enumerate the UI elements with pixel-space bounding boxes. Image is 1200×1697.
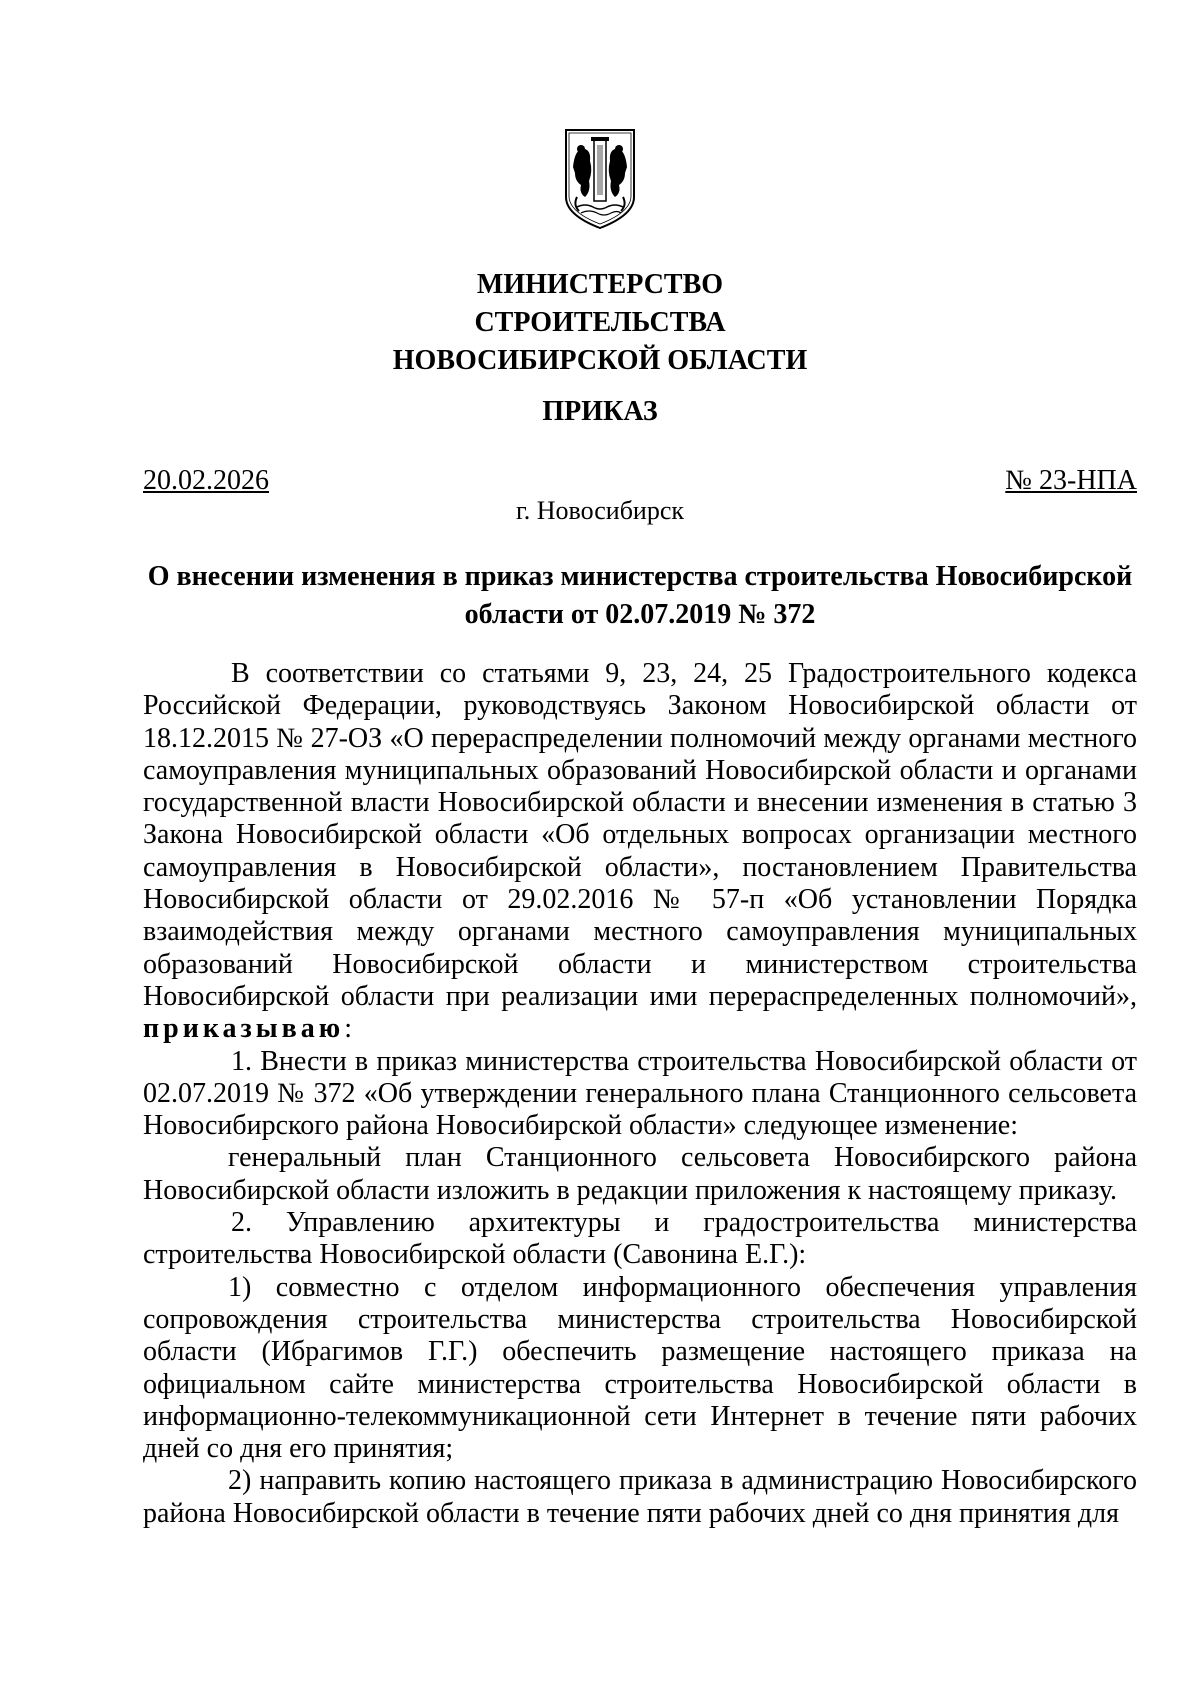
document-city: г. Новосибирск [515, 496, 685, 525]
paragraph-2-item-2: 2) направить копию настоящего приказа в администрацию Новосибирского района Новосибирской области в течение пяти рабочих дней со дня принятия для [143, 1465, 1137, 1529]
ministry-header-line1: МИНИСТЕРСТВО [476, 269, 724, 300]
ministry-header-line3: НОВОСИБИРСКОЙ ОБЛАСТИ [392, 345, 808, 376]
document-body [143, 658, 1137, 1530]
document-subject-line2: области от 02.07.2019 № 372 [464, 599, 816, 630]
document-subject-line1: О внесении изменения в приказ министерства строительства Новосибирской [147, 561, 1133, 592]
document-type-title: ПРИКАЗ [542, 396, 658, 427]
paragraph-1: 1. Внести в приказ министерства строительства Новосибирской области от 02.07.2019 № 372 «Об утверждении генерального плана Станционного сельсовета Новосибирского района Новосибирской области» следующее изменение: [143, 1045, 1137, 1142]
order-word: приказываю [143, 1013, 345, 1045]
ministry-header [0, 266, 1200, 380]
paragraph-2-item-1: 1) совместно с отделом информационного обеспечения управления сопровождения строительства министерства строительства Новосибирской области (Ибрагимов Г.Г.) обеспечить размещение настоящего приказа на официальном сайте министерства строительства Новосибирской области в информационно-телекоммуникационной сети Интернет в течение пяти рабочих дней со дня его принятия; [143, 1271, 1137, 1465]
document-number: № 23-НПА [1005, 465, 1137, 496]
paragraph-1-text: генеральный план Станционного сельсовета Новосибирского района Новосибирской области изложить в редакции приложения к настоящему приказу. [143, 1142, 1137, 1206]
document-date: 20.02.2026 [143, 465, 269, 496]
preamble-text: В соответствии со статьями 9, 23, 24, 25 Градостроительного кодекса Российской Федерации, руководствуясь Законом Новосибирской области от 18.12.2015 № 27-ОЗ «О перераспределении полномочий между органами местного самоуправления муниципальных образований Новосибирской области и органами государственной власти Новосибирской области и внесении изменения в статью 3 Закона Новосибирской области «Об отдельных вопросах организации местного самоуправления в Новосибирской области», постановлением Правительства Новосибирской области от 29.02.2016 № 57-п «Об установлении Порядка взаимодействия между органами местного самоуправления муниципальных образований Новосибирской области и министерством строительства Новосибирской области при реализации ими перераспределенных полномочий», [143, 658, 1137, 1012]
order-colon: : [344, 1013, 352, 1045]
paragraph-2: 2. Управлению архитектуры и градостроительства министерства строительства Новосибирской области (Савонина Е.Г.): [143, 1207, 1137, 1271]
document-subject [143, 558, 1137, 634]
ministry-header-line2: СТРОИТЕЛЬСТВА [474, 307, 726, 338]
coat-of-arms-emblem-icon [563, 127, 637, 231]
preamble-paragraph [143, 658, 1137, 1046]
